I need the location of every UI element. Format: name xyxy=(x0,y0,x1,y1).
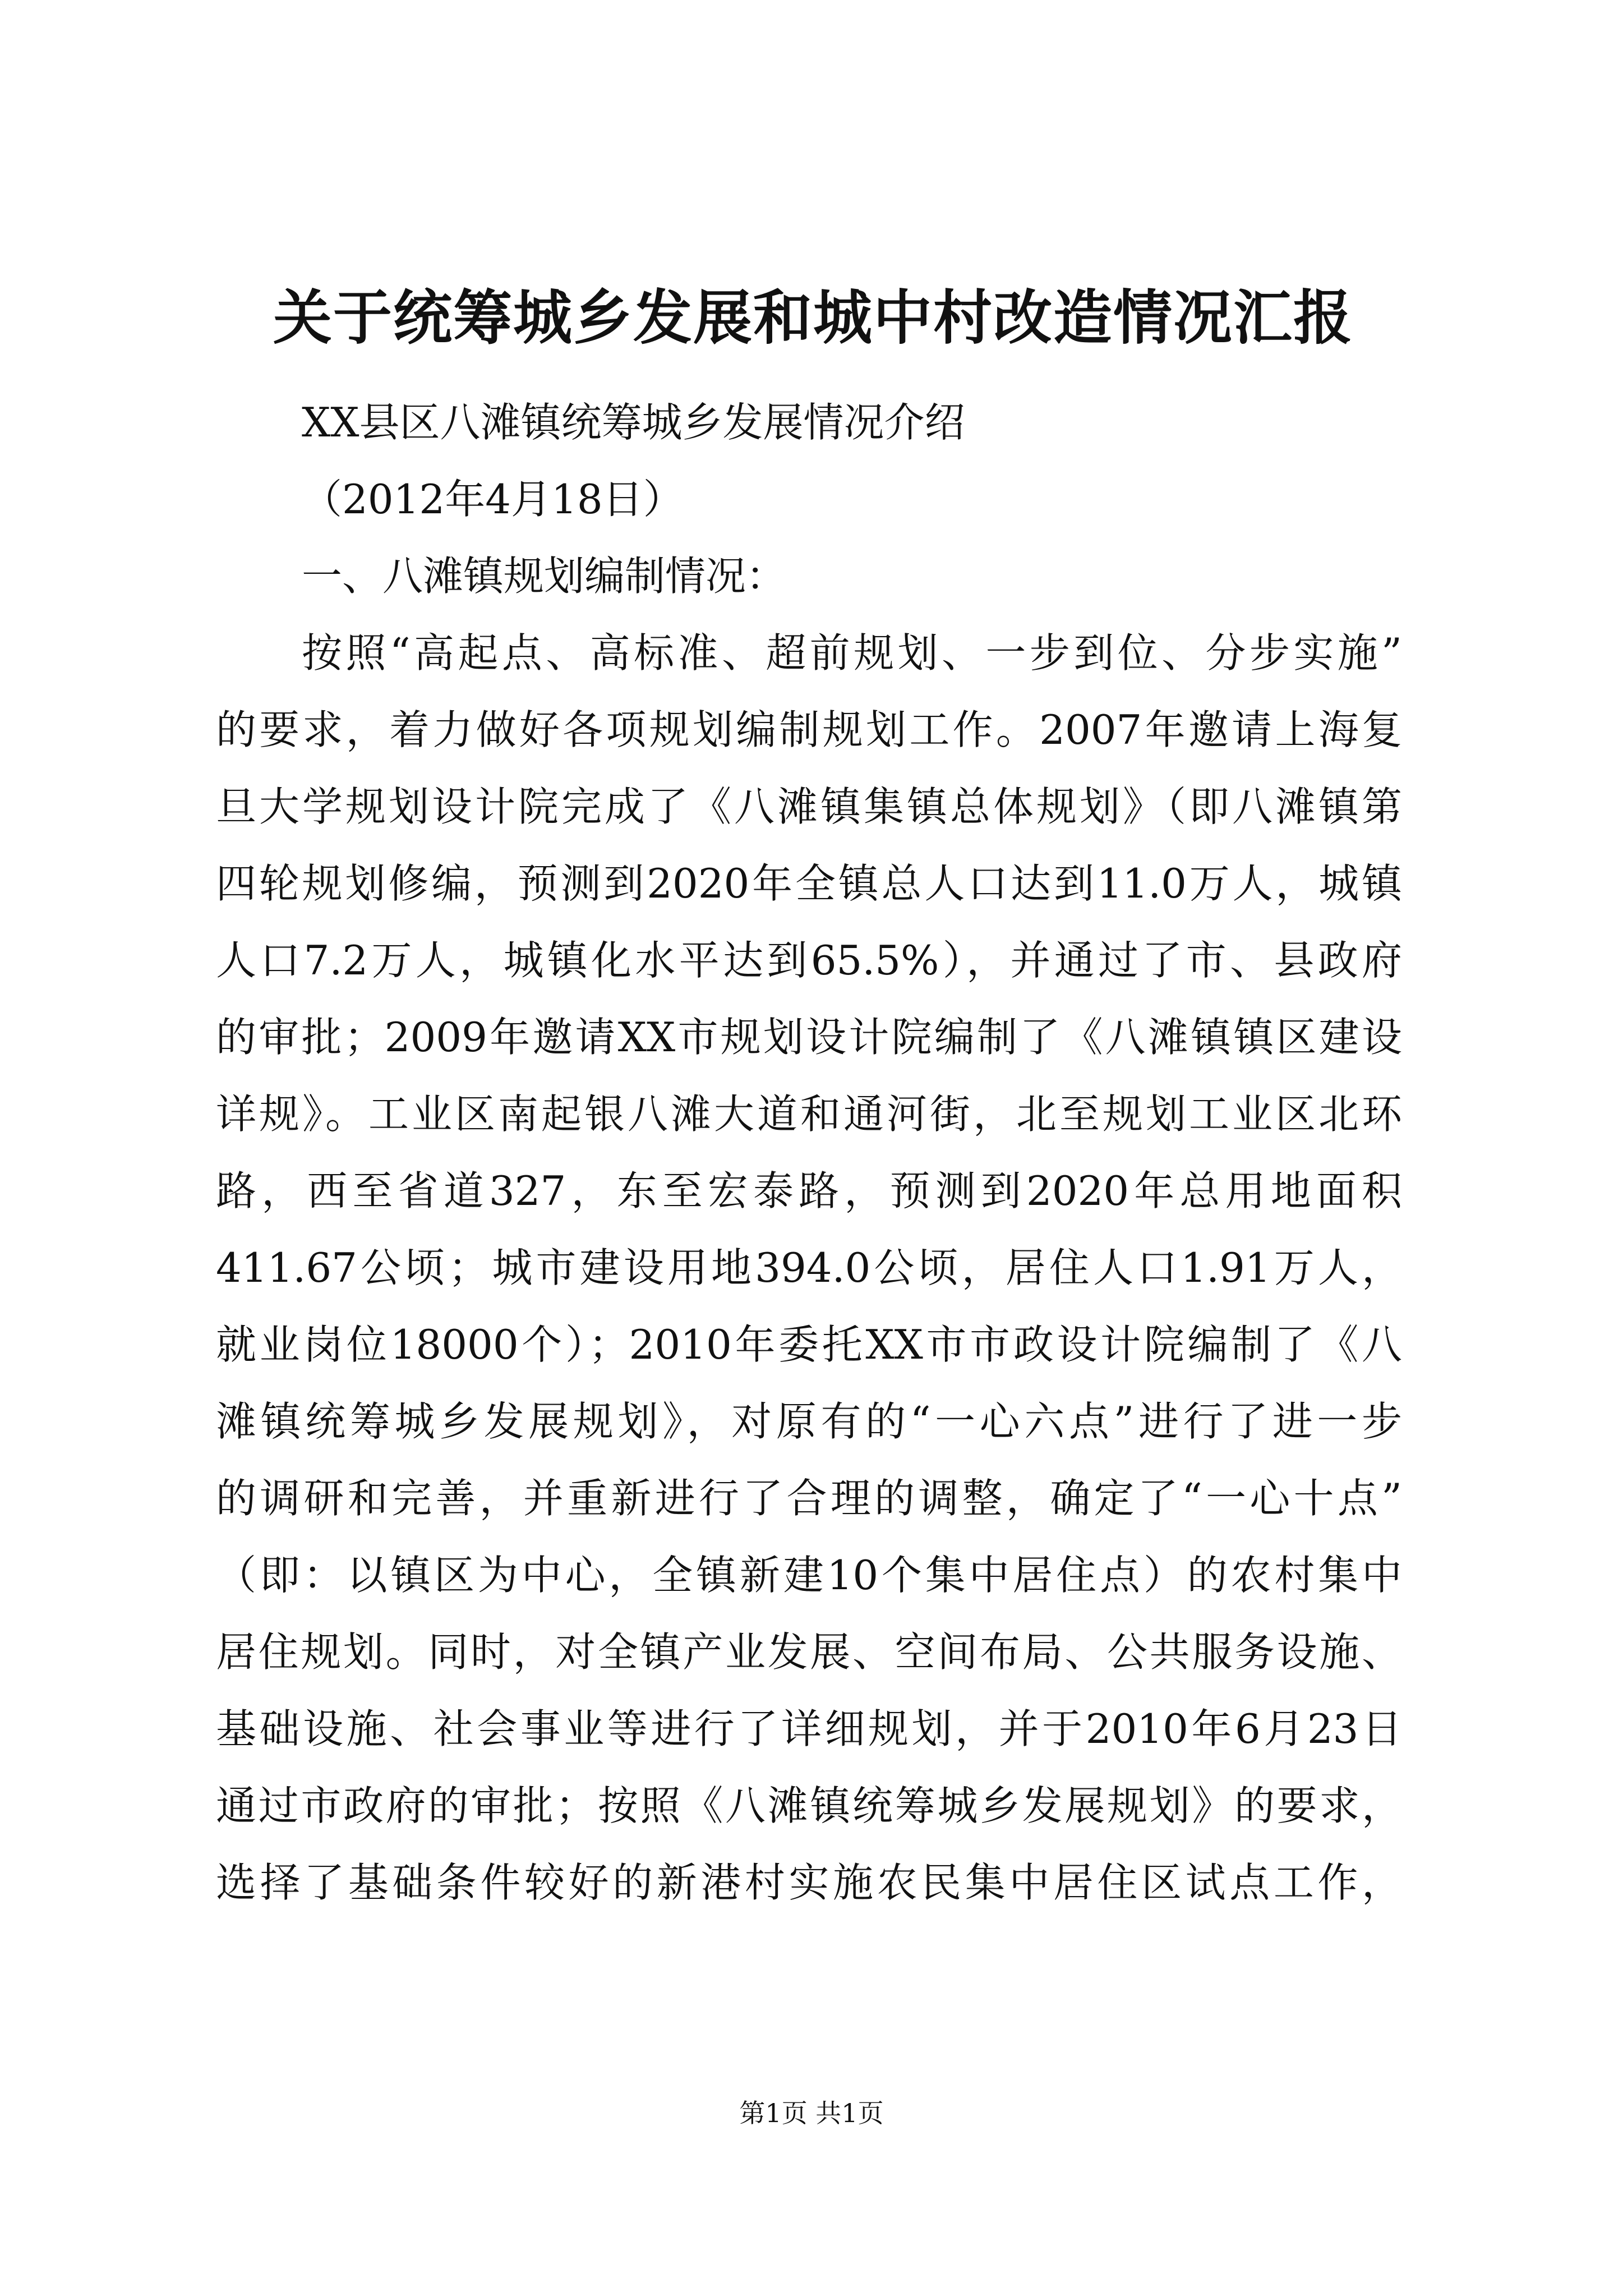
paragraph-line: 旦大学规划设计院完成了《八滩镇集镇总体规划》（即八滩镇第 xyxy=(216,783,1402,830)
paragraph-line: 人口7.2万人，城镇化水平达到65.5%），并通过了市、县政府 xyxy=(216,937,1402,984)
page-footer: 第1页 共1页 xyxy=(739,2098,884,2128)
paragraph-line: 的审批；2009年邀请XX市规划设计院编制了《八滩镇镇区建设 xyxy=(216,1014,1402,1061)
paragraph-line: 按照“高起点、高标准、超前规划、一步到位、分步实施” xyxy=(302,629,1402,677)
paragraph-line: 的要求，着力做好各项规划编制规划工作。2007年邀请上海复 xyxy=(216,706,1402,753)
paragraph-line: 就业岗位18000个）；2010年委托XX市市政设计院编制了《八 xyxy=(216,1321,1402,1368)
paragraph-line: 基础设施、社会事业等进行了详细规划，并于2010年6月23日 xyxy=(216,1705,1402,1752)
paragraph-line: 选择了基础条件较好的新港村实施农民集中居住区试点工作， xyxy=(216,1859,1402,1906)
paragraph-line: 通过市政府的审批；按照《八滩镇统筹城乡发展规划》的要求， xyxy=(216,1782,1402,1829)
section-heading: 一、八滩镇规划编制情况： xyxy=(302,553,787,600)
paragraph-line: 路，西至省道327，东至宏泰路，预测到2020年总用地面积 xyxy=(216,1167,1402,1214)
paragraph-line: 四轮规划修编，预测到2020年全镇总人口达到11.0万人，城镇 xyxy=(216,860,1402,907)
document-title: 关于统筹城乡发展和城中村改造情况汇报 xyxy=(273,283,1354,352)
paragraph-line: 的调研和完善，并重新进行了合理的调整，确定了“一心十点” xyxy=(216,1475,1402,1522)
paragraph-line: 411.67公顷；城市建设用地394.0公顷，居住人口1.91万人， xyxy=(216,1244,1402,1291)
paragraph-line: 详规》。工业区南起银八滩大道和通河街，北至规划工业区北环 xyxy=(216,1091,1402,1138)
paragraph-line: 居住规划。同时，对全镇产业发展、空间布局、公共服务设施、 xyxy=(216,1628,1402,1676)
paragraph-line: （即：以镇区为中心，全镇新建10个集中居住点）的农村集中 xyxy=(216,1552,1402,1599)
paragraph-line: 滩镇统筹城乡发展规划》，对原有的“一心六点”进行了进一步 xyxy=(216,1398,1402,1445)
document-date: （2012年4月18日） xyxy=(302,476,684,523)
document-subtitle: XX县区八滩镇统筹城乡发展情况介绍 xyxy=(302,399,965,446)
